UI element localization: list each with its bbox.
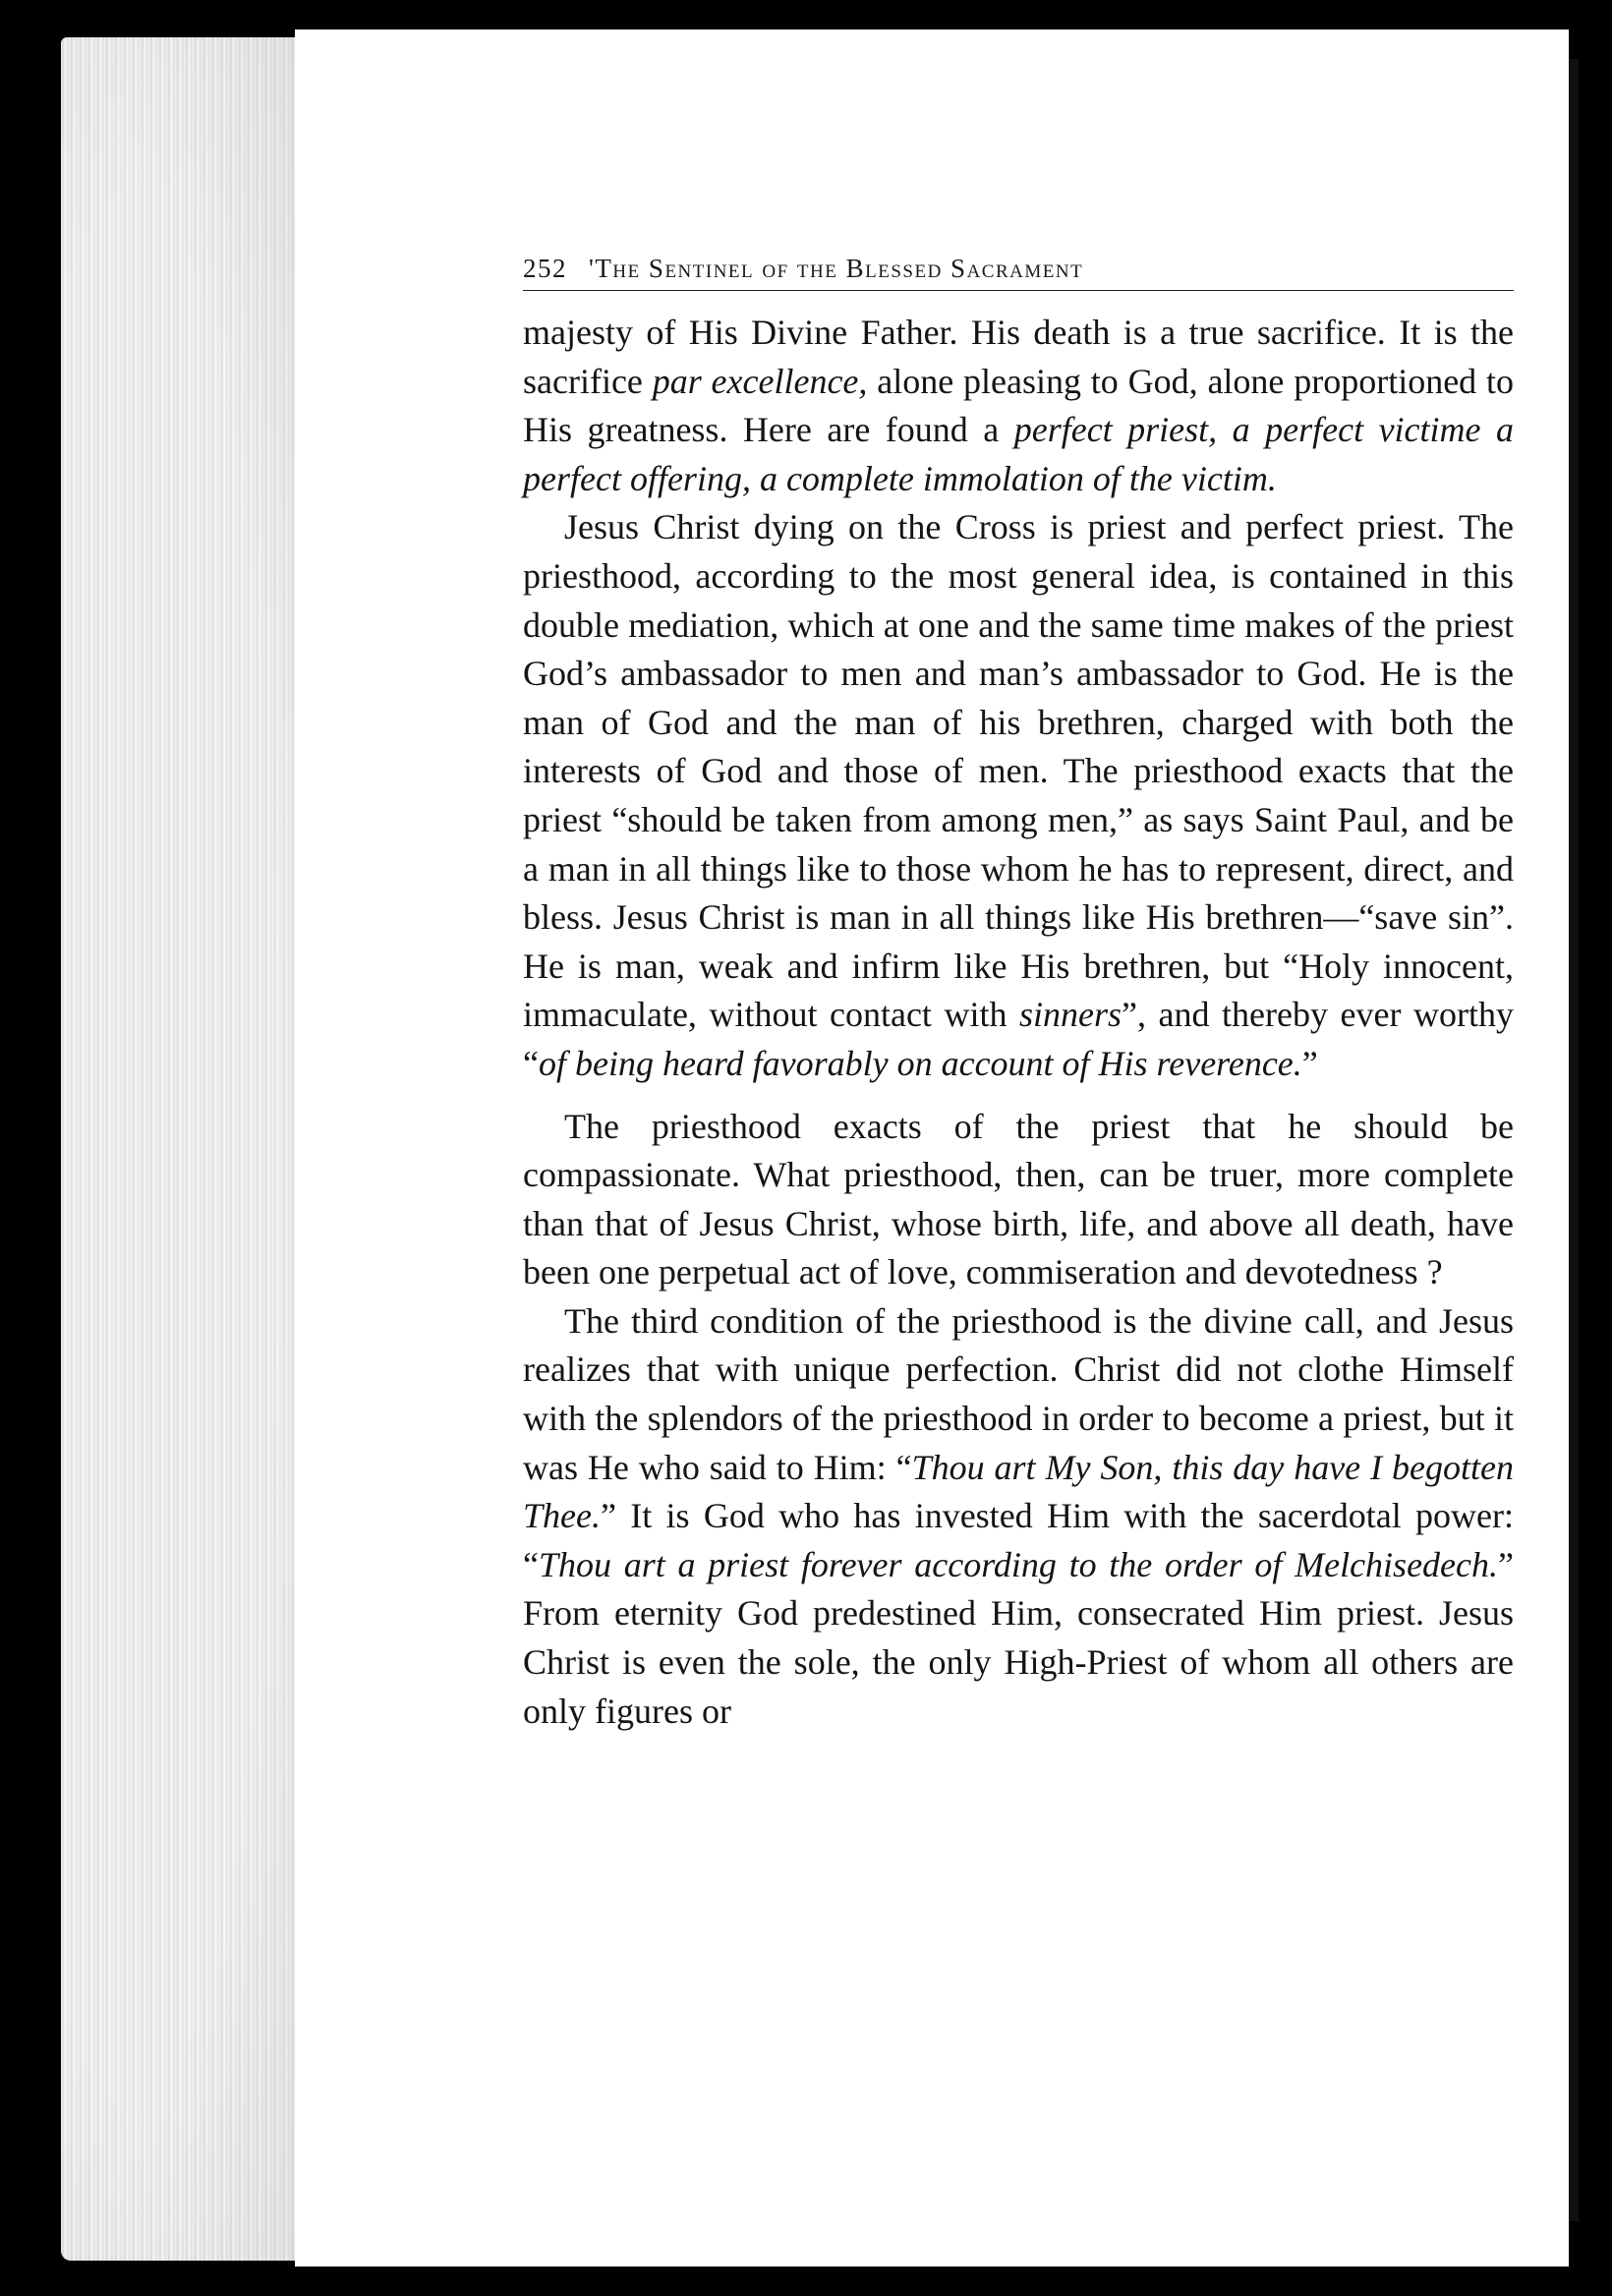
italic-text: Thou art a priest forever according to the order of Melchisedech. — [538, 1544, 1499, 1584]
book-page — [295, 29, 1569, 2267]
text-run: ” — [1301, 1043, 1318, 1083]
page-edges — [61, 37, 305, 2261]
text-run: ”, and thereby ever worthy “ — [523, 995, 1515, 1083]
page-number: 252 — [523, 254, 567, 283]
italic-text: par excellence, — [652, 361, 868, 401]
paragraph — [523, 1103, 1514, 1297]
text-run: The priesthood exacts of the priest that he should be compassionate. What priesthood, then, can be truer, more complete than that of Jesus Christ, whose birth, life, and above all death, have been one perpetual act of love, commiseration and devotedness ? — [523, 1106, 1514, 1292]
text-run: majesty of His Divine Father. His death is a true sacrifice. It is the sacrifice — [523, 313, 1514, 401]
body-text — [523, 309, 1514, 1736]
text-run: Jesus Christ dying on the Cross is priest and perfect priest. The priesthood, according to the most general idea, is contained in this double mediation, which at one and the same time makes of the priest God’s ambassador to men and man’s ambassador to God. He is the man of God and the man of his brethren, charged with both the interests of God and those of men. The priesthood exacts that the priest “should be taken from among men,” as says Saint Paul, and be a man in all things like to those whom he has to represent, direct, and bless. Jesus Christ is man in all things like His brethren—“save sin”. He is man, weak and infirm like His brethren, but “Holy innocent, immaculate, without contact with — [523, 507, 1514, 1035]
next-page-edge — [1569, 59, 1579, 2221]
running-head — [523, 254, 1514, 291]
italic-text: of being heard favorably on account of His reverence. — [538, 1043, 1302, 1083]
paragraph — [523, 309, 1514, 503]
text-run: The third condition of the priesthood is the divine call, and Jesus realizes that with unique perfection. Christ did not clothe Himself with the splendors of the priesthood in order to become a priest, but it was He who said to Him: “ — [523, 1300, 1514, 1487]
italic-text: perfect priest, a perfect victime a perfect offering, a complete immolation of the victim. — [523, 410, 1515, 498]
italic-text: sinners — [1019, 995, 1123, 1035]
text-run: ” It is God who has invested Him with the sacerdotal power: “ — [523, 1496, 1514, 1584]
page-content — [523, 254, 1514, 1736]
italic-text: Thou art My Son, this day have I begotten Thee. — [523, 1447, 1514, 1536]
running-title: 'The Sentinel of the Blessed Sacrament — [589, 254, 1084, 283]
paragraph — [523, 503, 1514, 1088]
text-run: alone pleasing to God, alone proportioned to His greatness. Here are found a — [523, 361, 1514, 450]
text-run: ” From eternity God predestined Him, consecrated Him priest. Jesus Christ is even the sole, the only High-Priest of whom all others are only figures or — [523, 1544, 1514, 1731]
paragraph — [523, 1297, 1514, 1736]
